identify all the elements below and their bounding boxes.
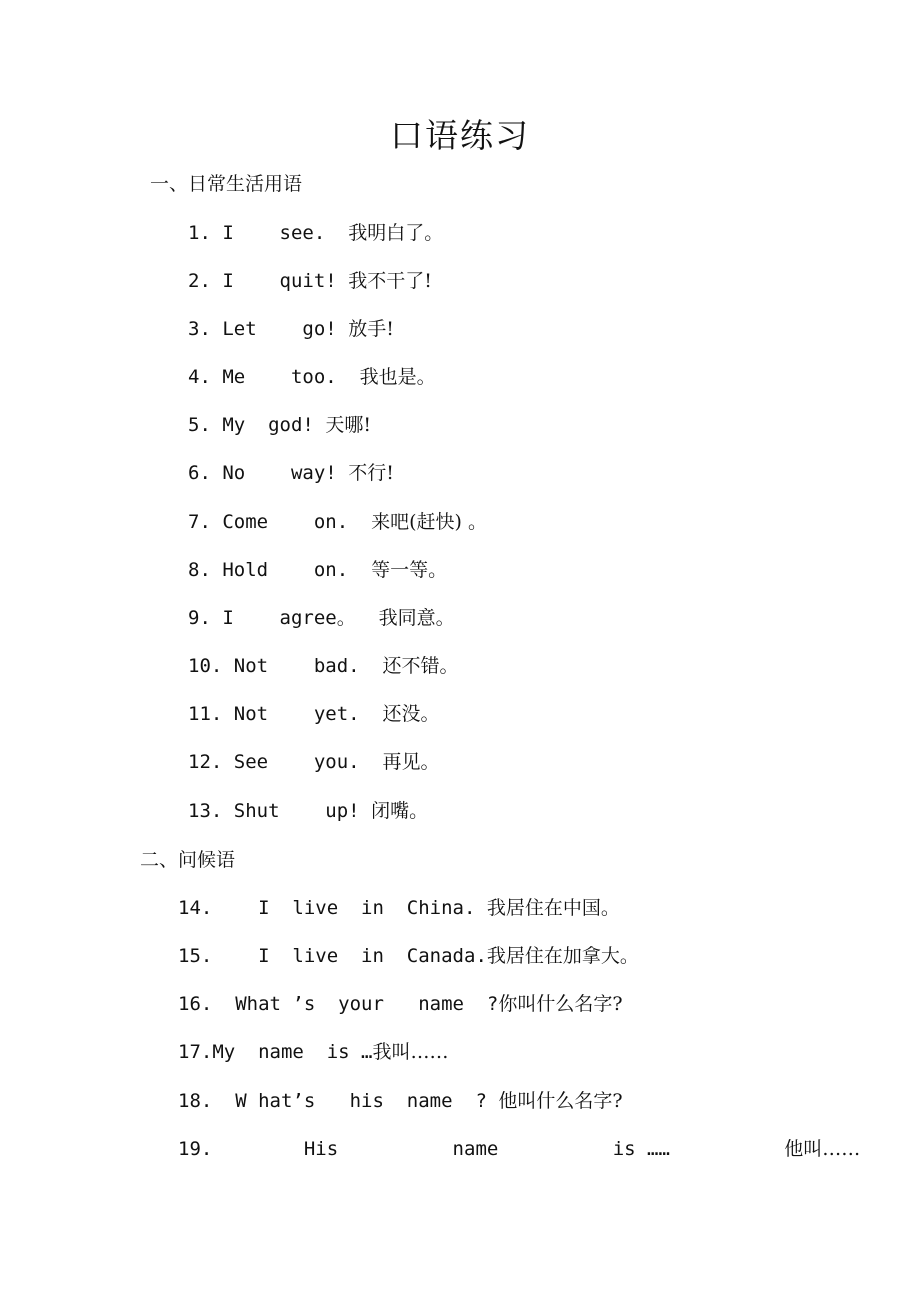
list-item — [188, 410, 371, 440]
item-number: 19. — [178, 1138, 213, 1160]
item-number: 5. — [188, 414, 211, 436]
item-english: I quit! — [222, 270, 337, 292]
section-heading-daily: 一、日常生活用语 — [150, 173, 303, 195]
item-number: 13. — [188, 800, 223, 822]
item-chinese: 我也是。 — [359, 366, 436, 388]
item-number: 3. — [188, 318, 211, 340]
item-chinese: 再见。 — [382, 751, 440, 773]
item-number: 6. — [188, 462, 211, 484]
item-number: 11. — [188, 703, 223, 725]
list-item — [178, 1086, 623, 1116]
item-number: 17. — [178, 1041, 213, 1063]
list-item — [188, 555, 447, 585]
item-english: I agree。 — [222, 607, 356, 629]
list-item — [188, 458, 394, 488]
item-english: Me too. — [222, 366, 337, 388]
item-chinese: 来吧(赶快) 。 — [371, 511, 487, 533]
list-item — [178, 989, 623, 1019]
item-number: 9. — [188, 607, 211, 629]
item-english: What ’s your name ? — [223, 993, 499, 1015]
item-chinese: 等一等。 — [371, 559, 448, 581]
list-item — [178, 1134, 860, 1164]
item-chinese: 你叫什么名字? — [498, 993, 623, 1015]
list-item — [188, 266, 432, 296]
list-item — [178, 941, 639, 971]
list-item — [188, 796, 428, 826]
item-english: I live in China. — [223, 897, 476, 919]
item-chinese: 我不干了! — [348, 270, 432, 292]
item-chinese: 我明白了。 — [348, 222, 444, 244]
item-chinese: 他叫什么名字? — [498, 1090, 623, 1112]
list-item — [188, 218, 443, 248]
item-chinese: 不行! — [348, 462, 394, 484]
item-english: Let go! — [222, 318, 337, 340]
item-number: 12. — [188, 751, 223, 773]
item-chinese: 还没。 — [382, 703, 440, 725]
item-chinese: 他叫…… — [784, 1138, 861, 1160]
item-english: Not bad. — [233, 655, 360, 677]
item-number: 14. — [178, 897, 213, 919]
list-item — [188, 651, 459, 681]
list-item — [188, 507, 487, 537]
item-chinese: 我同意。 — [378, 607, 455, 629]
item-number: 8. — [188, 559, 211, 581]
list-item — [188, 603, 455, 633]
page-title: 口语练习 — [390, 116, 530, 155]
item-english: Shut up! — [233, 800, 360, 822]
item-english: See you. — [233, 751, 360, 773]
item-number: 7. — [188, 511, 211, 533]
list-item — [188, 699, 440, 729]
item-chinese: 还不错。 — [382, 655, 459, 677]
list-item — [188, 747, 440, 777]
item-number: 4. — [188, 366, 211, 388]
item-number: 1. — [188, 222, 211, 244]
item-chinese: 放手! — [348, 318, 394, 340]
list-item — [178, 893, 620, 923]
item-chinese: 我居住在加拿大。 — [486, 945, 639, 967]
item-number: 10. — [188, 655, 223, 677]
item-english: My name is … — [212, 1041, 373, 1063]
item-english: Not yet. — [233, 703, 360, 725]
item-chinese: 天哪! — [325, 414, 371, 436]
list-item — [188, 362, 436, 392]
item-english: I see. — [222, 222, 326, 244]
item-number: 18. — [178, 1090, 213, 1112]
item-english: No way! — [222, 462, 337, 484]
item-english: His name is …… — [223, 1138, 670, 1160]
item-english: Come on. — [222, 511, 349, 533]
item-number: 16. — [178, 993, 213, 1015]
list-item — [188, 314, 394, 344]
item-number: 2. — [188, 270, 211, 292]
item-chinese: 我居住在中国。 — [486, 897, 620, 919]
item-english: My god! — [222, 414, 314, 436]
list-item — [178, 1037, 449, 1067]
item-english: I live in Canada. — [223, 945, 487, 967]
section-heading-greetings: 二、问候语 — [140, 849, 236, 871]
item-number: 15. — [178, 945, 213, 967]
item-chinese: 闭嘴。 — [371, 800, 429, 822]
item-chinese: 我叫…… — [372, 1041, 449, 1063]
item-english: W hat’s his name ? — [223, 1090, 487, 1112]
item-english: Hold on. — [222, 559, 349, 581]
